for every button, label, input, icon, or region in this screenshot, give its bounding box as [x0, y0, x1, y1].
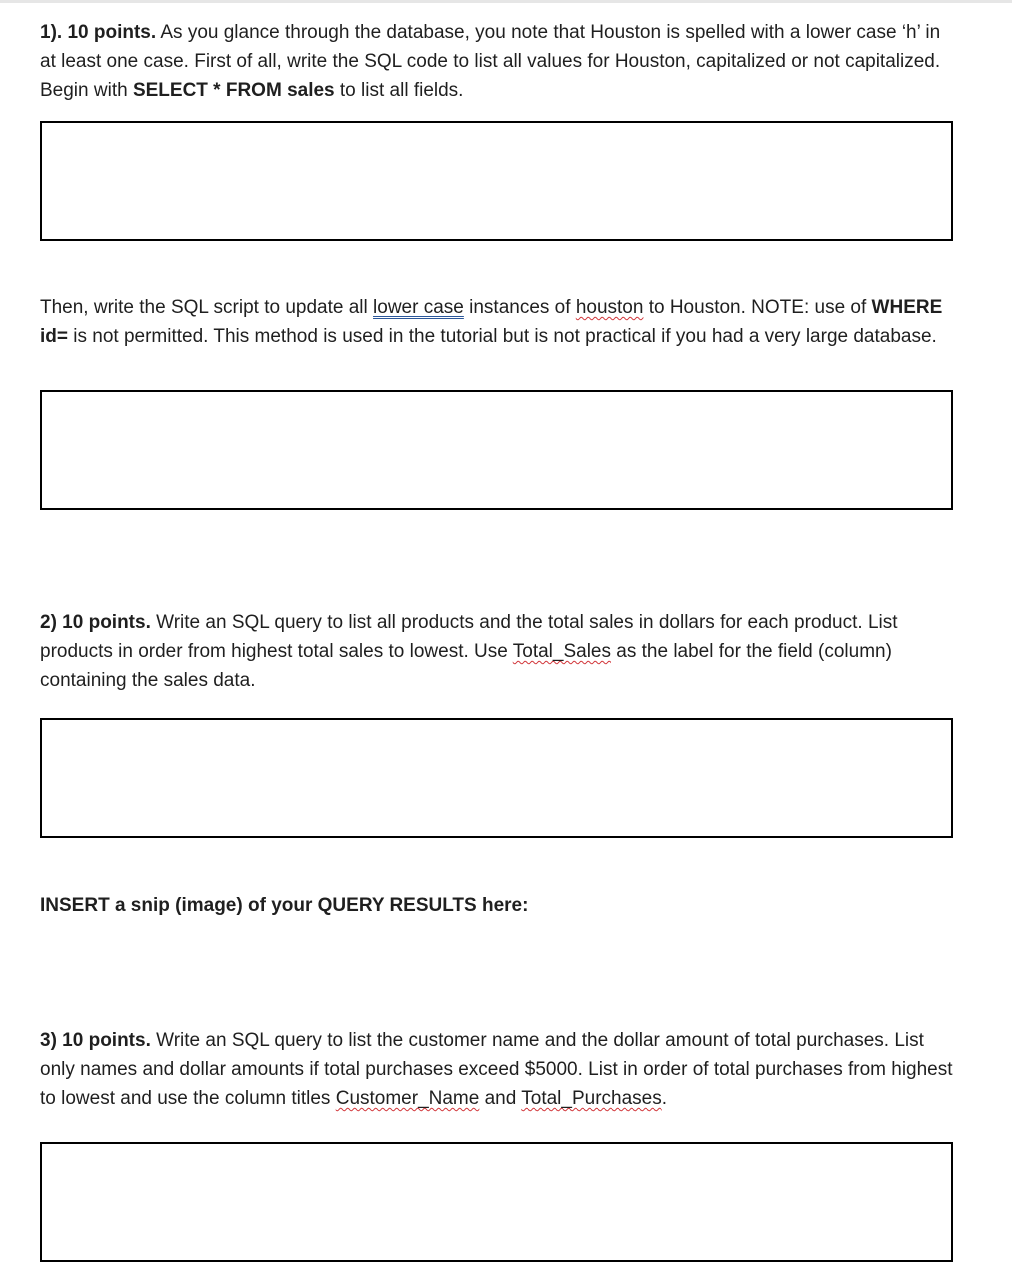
answer-box-1a[interactable]: [40, 121, 953, 241]
total-sales-label: Total_Sales: [512, 641, 611, 662]
answer-box-1b[interactable]: [40, 390, 953, 510]
insert-snip-instruction: INSERT a snip (image) of your QUERY RESULTS here:: [40, 895, 529, 916]
question-3-number: 3) 10 points.: [40, 1030, 151, 1051]
question-2-number: 2) 10 points.: [40, 612, 151, 633]
spelling-underline: houston: [575, 297, 644, 318]
question-1-number: 1). 10 points.: [40, 22, 157, 43]
answer-box-2[interactable]: [40, 718, 953, 838]
grammar-underline: lower case: [373, 297, 464, 318]
top-rule: [0, 0, 1012, 3]
total-purchases-title: Total_Purchases: [521, 1088, 662, 1109]
question-1-part-2-text: Then, write the SQL script to update all lower case instances of houston to Houston. NOTE: use of WHERE id= is not permitted. This method is used in the tutorial but is not practical if you had a very large database.: [40, 297, 943, 347]
customer-name-title: Customer_Name: [335, 1088, 480, 1109]
code-where-id: WHERE id=: [40, 297, 943, 347]
question-2-text: 2) 10 points. Write an SQL query to list all products and the total sales in dollars for each product. List products in order from highest total sales to lowest. Use Total_Sales as the label for the field (column) containing the sales data.: [40, 612, 898, 691]
answer-box-3[interactable]: [40, 1142, 953, 1262]
question-1-text: 1). 10 points. As you glance through the database, you note that Houston is spelled with a lower case ‘h’ in at least one case. First of all, write the SQL code to list all values for Houston, capitalized or not capitalized. Begin with SELECT * FROM sales to list all fields.: [40, 22, 941, 101]
question-3-text: 3) 10 points. Write an SQL query to list the customer name and the dollar amount of total purchases. List only names and dollar amounts if total purchases exceed $5000. List in order of total purchases from highest to lowest and use the column titles Customer_Name and Total_Purchases.: [40, 1030, 953, 1109]
code-select-from-sales: SELECT * FROM sales: [132, 80, 335, 101]
